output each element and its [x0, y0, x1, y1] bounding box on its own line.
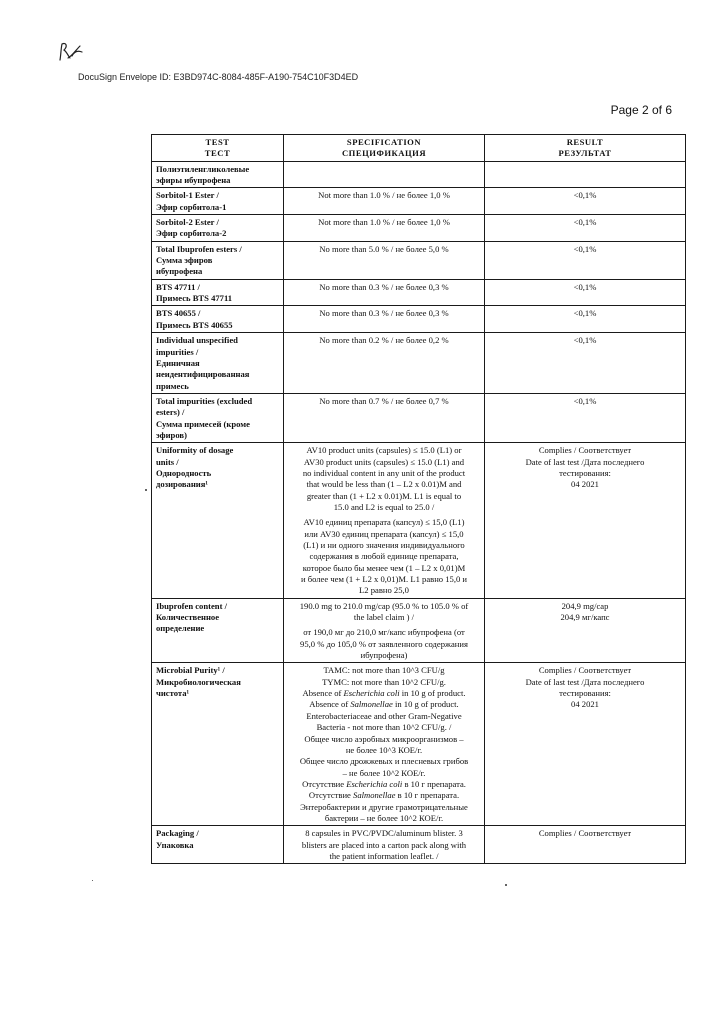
result-line: <0,1%: [573, 335, 597, 346]
handwritten-initials: [56, 40, 86, 66]
cell-result: [485, 188, 686, 215]
spec-line: Enterobacteriaceae and other Gram-Negative: [306, 710, 462, 721]
test-line: Individual unspecified: [156, 335, 238, 346]
cell-test: [152, 826, 284, 864]
table-header-row: [152, 135, 686, 162]
spec-line: the label claim ) /: [353, 612, 415, 623]
spec-line: TYMC: not more than 10^2 CFU/g.: [322, 676, 446, 687]
result-line: <0,1%: [573, 395, 597, 406]
spec-line: которое было бы менее чем (1 – L2 x 0,01)M: [302, 562, 466, 573]
test-line: Sorbitol-2 Ester /: [156, 217, 219, 228]
spec-line: Энтеробактерии и другие грамотрицательные: [300, 801, 468, 812]
cell-test: [152, 306, 284, 333]
test-line: эфиры ибупрофена: [156, 175, 231, 186]
cell-spec: [284, 161, 485, 188]
specification-table: [151, 134, 686, 864]
cell-spec: [284, 306, 485, 333]
table-row: [152, 443, 686, 598]
cell-result: [485, 333, 686, 394]
spec-line: AV10 единиц препарата (капсул) ≤ 15,0 (L1): [303, 517, 465, 528]
spec-line: ибупрофена): [360, 650, 408, 661]
test-line: Microbial Purity¹ /: [156, 665, 225, 676]
cell-test: [152, 215, 284, 242]
spec-line: 190.0 mg to 210.0 mg/cap (95.0 % to 105.0 % of: [299, 600, 469, 611]
cell-test: [152, 161, 284, 188]
spec-line: 8 capsules in PVC/PVDC/aluminum blister. 3: [305, 828, 463, 839]
result-line: Date of last test /Дата последнего: [525, 456, 645, 467]
test-line: Сумма эфиров: [156, 255, 213, 266]
table-row: [152, 393, 686, 442]
cell-result: [485, 306, 686, 333]
cell-spec: [284, 215, 485, 242]
spec-line: (L1) и ни одного значения индивидуального: [303, 540, 465, 550]
test-line: примесь: [156, 380, 189, 391]
test-line: Ibuprofen content /: [156, 600, 227, 611]
test-line: Sorbitol-1 Ester /: [156, 190, 219, 201]
test-line: эфиров): [156, 429, 187, 440]
cell-test: [152, 443, 284, 598]
spec-line: или AV30 единиц препарата (капсул) ≤ 15,0: [304, 528, 464, 539]
test-line: Сумма примесей (кроме: [156, 418, 250, 429]
table-row: [152, 188, 686, 215]
spec-line: AV30 product units (capsules) ≤ 15.0 (L1) and: [303, 456, 465, 467]
spec-line: бактерии – не более 10^2 КОЕ/г.: [324, 812, 444, 823]
cell-result: [485, 215, 686, 242]
test-line: Единичная: [156, 357, 200, 368]
cell-result: [485, 826, 686, 864]
test-line: Однородность: [156, 467, 212, 478]
cell-test: [152, 188, 284, 215]
cell-spec: [284, 393, 485, 442]
result-line: тестирования:: [559, 688, 611, 699]
spec-line: Not more than 1.0 % / не более 1,0 %: [318, 190, 450, 201]
cell-test: [152, 663, 284, 826]
cell-result: [485, 279, 686, 306]
result-line: 04 2021: [571, 699, 599, 710]
spec-line: Absence of Escherichia coli in 10 g of product.: [302, 688, 466, 699]
test-line: Total impurities (excluded: [156, 395, 253, 406]
table-row: [152, 215, 686, 242]
test-line: esters) /: [156, 407, 185, 418]
spec-line: No more than 0.3 % / не более 0,3 %: [319, 308, 449, 319]
spec-line: No more than 0.2 % / не более 0,2 %: [319, 335, 449, 346]
test-line: impurities /: [156, 346, 199, 357]
test-line: units /: [156, 456, 179, 467]
cell-result: [485, 161, 686, 188]
test-line: Packaging /: [156, 828, 199, 839]
header-result: [485, 135, 686, 162]
spec-line: Общее число аэробных микроорганизмов –: [304, 733, 464, 744]
spec-line: greater than (1 + L2 x 0.01)M. L1 is equal to: [306, 490, 462, 501]
test-line: Примесь BTS 40655: [156, 319, 233, 330]
header-result-ru: РЕЗУЛЬТАТ: [558, 148, 612, 159]
result-line: <0,1%: [573, 243, 597, 254]
spec-line: No more than 0.3 % / не более 0,3 %: [319, 281, 449, 292]
spec-line: No more than 5.0 % / не более 5,0 %: [319, 243, 449, 254]
spec-line: от 190,0 мг до 210,0 мг/капс ибупрофена (от: [303, 627, 465, 638]
page-number: Page 2 of 6: [610, 103, 672, 117]
result-line: <0,1%: [573, 308, 597, 319]
table-row: [152, 306, 686, 333]
test-line: Эфир сорбитола-2: [156, 228, 227, 239]
result-line: <0,1%: [573, 190, 597, 201]
docusign-envelope-id: DocuSign Envelope ID: E3BD974C-8084-485F-A190-754C10F3D4ED: [78, 72, 359, 82]
spec-line: и более чем (1 + L2 x 0,01)M. L1 равно 15,0 и: [300, 574, 468, 585]
cell-spec: [284, 188, 485, 215]
test-line: Полиэтиленгликолевые: [156, 163, 250, 174]
spec-line: содержания в любой единице препарата,: [309, 551, 459, 562]
test-line: определение: [156, 623, 205, 634]
table-row: [152, 161, 686, 188]
cell-spec: [284, 443, 485, 598]
spec-line: Absence of Salmonellae in 10 g of product.: [309, 699, 459, 710]
spec-line: Bacteria - not more than 10^2 CFU/g. /: [316, 722, 452, 733]
scan-speck: [505, 884, 507, 886]
test-line: Примесь BTS 47711: [156, 293, 233, 304]
spec-line: that would be less than (1 – L2 x 0.01)M and: [306, 479, 462, 490]
test-line: BTS 47711 /: [156, 281, 200, 292]
cell-result: [485, 598, 686, 663]
table-row: [152, 333, 686, 394]
result-line: Complies / Соответствует: [538, 445, 632, 456]
table-row: [152, 598, 686, 663]
cell-test: [152, 598, 284, 663]
spec-line: No more than 0.7 % / не более 0,7 %: [319, 395, 449, 406]
header-test-en: TEST: [205, 137, 230, 147]
spec-line: Общее число дрожжевых и плесневых грибов: [299, 756, 469, 767]
table-row: [152, 279, 686, 306]
result-line: тестирования:: [559, 467, 611, 478]
spec-line: 95,0 % до 105,0 % от заявленного содержания: [300, 638, 468, 649]
test-line: Микробиологическая: [156, 676, 241, 687]
header-spec-en: SPECIFICATION: [346, 137, 422, 147]
spec-line: 15.0 and L2 is equal to 25.0 /: [333, 501, 435, 512]
cell-spec: [284, 241, 485, 279]
test-line: дозирования¹: [156, 479, 208, 490]
cell-spec: [284, 333, 485, 394]
cell-spec: [284, 598, 485, 663]
spec-line: the patient information leaflet. /: [329, 850, 439, 861]
result-line: <0,1%: [573, 217, 597, 228]
scan-speck: [145, 489, 147, 491]
cell-result: [485, 393, 686, 442]
cell-spec: [284, 279, 485, 306]
cell-test: [152, 241, 284, 279]
cell-result: [485, 241, 686, 279]
cell-result: [485, 663, 686, 826]
spec-line: Not more than 1.0 % / не более 1,0 %: [318, 217, 450, 228]
result-line: Complies / Соответствует: [538, 828, 632, 839]
test-line: BTS 40655 /: [156, 308, 201, 319]
test-line: неидентифицированная: [156, 369, 250, 380]
header-specification: [284, 135, 485, 162]
test-line: Количественное: [156, 612, 220, 623]
table-row: [152, 663, 686, 826]
header-test: [152, 135, 284, 162]
cell-test: [152, 279, 284, 306]
test-line: Total Ibuprofen esters /: [156, 243, 242, 254]
result-line: Complies / Соответствует: [538, 665, 632, 676]
spec-line: blisters are placed into a carton pack along with: [301, 839, 467, 850]
test-line: ибупрофена: [156, 266, 203, 277]
header-spec-ru: СПЕЦИФИКАЦИЯ: [341, 148, 427, 159]
header-result-en: RESULT: [566, 137, 604, 147]
spec-line: L2 равно 25,0: [359, 585, 409, 596]
cell-spec: [284, 663, 485, 826]
table-row: [152, 826, 686, 864]
spec-line: Отсутствие Escherichia coli в 10 г препарата.: [302, 778, 466, 789]
spec-line: – не более 10^2 КОЕ/г.: [342, 767, 426, 778]
result-line: 204,9 мг/капс: [560, 612, 610, 623]
cell-result: [485, 443, 686, 598]
test-line: чистота¹: [156, 688, 190, 699]
header-test-ru: ТЕСТ: [204, 148, 231, 159]
cell-test: [152, 393, 284, 442]
cell-test: [152, 333, 284, 394]
test-line: Uniformity of dosage: [156, 445, 234, 456]
result-line: Date of last test /Дата последнего: [525, 676, 645, 687]
result-line: <0,1%: [573, 281, 597, 292]
result-line: 204,9 mg/cap: [561, 600, 609, 611]
spec-line: no individual content in any unit of the product: [302, 467, 466, 478]
scan-speck: [92, 880, 93, 881]
cell-spec: [284, 826, 485, 864]
result-line: 04 2021: [571, 479, 599, 490]
spec-line: AV10 product units (capsules) ≤ 15.0 (L1) or: [306, 445, 462, 456]
spec-line: не более 10^3 КОЕ/г.: [345, 744, 423, 755]
spec-line: Отсутствие Salmonellae в 10 г препарата.: [308, 790, 460, 801]
spec-line: TAMC: not more than 10^3 CFU/g: [323, 665, 445, 676]
test-line: Упаковка: [156, 839, 194, 850]
table-row: [152, 241, 686, 279]
test-line: Эфир сорбитола-1: [156, 201, 227, 212]
